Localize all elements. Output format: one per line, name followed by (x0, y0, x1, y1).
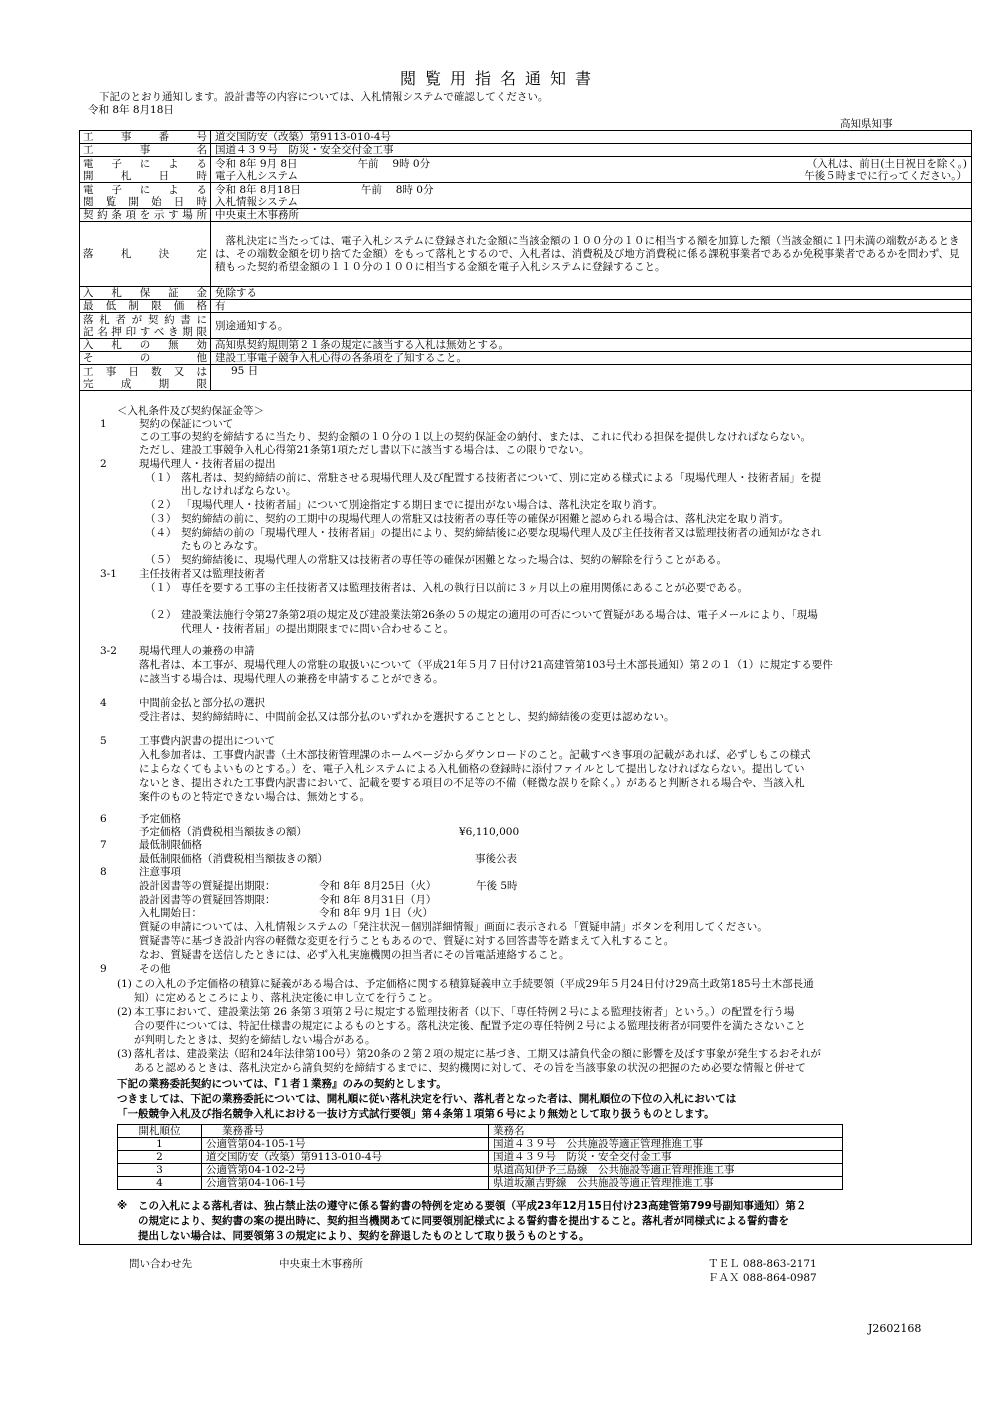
item-9-sub-1-num: (1) (117, 978, 132, 990)
item-9-sub-2-num: (2) (117, 1006, 132, 1018)
item-2-sub-2-line-1: 「現場代理人・技術者届」について別途指定する期日までに提出がない場合は、落札決定を取り消す。 (181, 499, 663, 511)
note-line-1: この入札による落札者は、独占禁止法の遵守に係る誓約書の特例を定める要領（平成23年12月15日付け23高建管第799号副知事通知）第２ (138, 1200, 807, 1212)
business-table-header (118, 1125, 843, 1138)
item-9-sub-1-line-2: 知）に定めるところにより、落札決定後に申し立てを行うこと。 (134, 992, 439, 1004)
cell-order: 3 (118, 1164, 202, 1177)
value-kouji-mei: 国道４３９号 防災・安全交付金工事 (211, 144, 972, 157)
kaisatsu-date: 令和 8年 9月 8日 (215, 157, 298, 170)
item-9-sub-2-line-3: が判明したときは、契約を締結しない場合がある。 (134, 1034, 376, 1046)
value-rakusatsu: 落札決定に当たっては、電子入札システムに登録された金額に当該金額の１００分の１０に相当する額を加算した額（当該金額に１円未満の端数があるときは、その端数金額を切り捨てた金額）をもって落札とするので、入札者は、消費税及び地方消費税に係る課税事業者であるか免税事業者であるかを問わず、見積もった契約希望金額の１１０分の１００に相当する金額を電子入札システムに登録すること。 (211, 222, 972, 287)
chui-row-3-date: 令和 8年 9月 1日（火） (319, 907, 434, 919)
item-7-num: 7 (100, 839, 107, 851)
etsuran-time: 午前 8時 0分 (360, 183, 434, 196)
cell-order: 2 (118, 1151, 202, 1164)
row-jouken (80, 209, 972, 222)
header-table (79, 130, 972, 391)
item-5-title: 工事費内訳書の提出について (139, 735, 276, 747)
value-nissuu: 95 日 (211, 365, 972, 391)
value-hoshoukin: 免除する (211, 287, 972, 300)
row-rakusatsu (80, 222, 972, 287)
label-kimei (80, 313, 211, 339)
item-9-sub-3-line-2: あると認めるときは、落札決定から請負契約を締結するまでに、契約機関に対して、その旨を当該事象の状況の把握のため必要な情報と併せて (134, 1062, 806, 1074)
cell-number: 公適管第04-105-1号 (202, 1138, 489, 1151)
row-mukou (80, 339, 972, 352)
row-nissuu (80, 365, 972, 391)
item-8-num: 8 (100, 866, 107, 878)
col-header-order: 開札順位 (118, 1125, 202, 1138)
item-1-line-1: この工事の契約を締結するに当たり、契約金額の１０分の１以上の契約保証金の納付、または、これに代わる担保を提供しなければならない。 (139, 431, 811, 443)
label-mukou: 入札の無効 (80, 339, 211, 352)
value-kimei: 別途通知する。 (211, 313, 972, 339)
item-7-title: 最低制限価格 (139, 839, 202, 851)
document-code: J2602168 (868, 1322, 922, 1335)
item-8-title: 注意事項 (139, 866, 181, 878)
value-kouji-bangou: 道交国防安（改築）第9113-010-4号 (211, 131, 972, 144)
kaisatsu-time: 午前 9時 0分 (357, 157, 431, 170)
col-header-name: 業務名 (489, 1125, 843, 1138)
cell-number: 公適管第04-106-1号 (202, 1177, 489, 1190)
item-4-line-1: 受注者は、契約締結時に、中間前金払又は部分払のいずれかを選択することとし、契約締結後の変更は認めない。 (139, 711, 675, 723)
label-kaisatsu-2: 開札日時 (83, 169, 207, 182)
item-3-1-sub-2-line-2: 代理人・技術者届」の提出期限までに問い合わせること。 (181, 623, 454, 635)
item-3-2-line-1: 落札者は、本工事が、現場代理人の常駐の取扱いについて（平成21年５月７日付け21高建管第103号土木部長通知）第２の１（1）に規定する要件 (139, 659, 833, 671)
note-line-3: 提出しない場合は、同要領第３の規定により、契約を辞退したものとして取り扱うものとする。 (138, 1230, 590, 1242)
item-6-num: 6 (100, 813, 107, 825)
label-etsuran-2: 閲覧開始日時 (83, 195, 207, 208)
row-etsuran (80, 183, 972, 209)
cell-name: 県道坂瀬吉野線 公共施設等適正管理推進工事 (489, 1177, 843, 1190)
item-2-title: 現場代理人・技術者届の提出 (139, 458, 276, 470)
label-etsuran (80, 183, 211, 209)
chui-line-3: なお、質疑書を送信したときには、必ず入札実施機関の担当者にその旨電話連絡すること。 (139, 949, 570, 961)
chui-row-2-label: 設計図書等の質疑回答期限： (139, 894, 276, 906)
issuer: 高知県知事 (840, 118, 893, 130)
cell-order: 4 (118, 1177, 202, 1190)
item-3-2-title: 現場代理人の兼務の申請 (139, 645, 255, 657)
chui-line-1: 質疑の申請については、入札情報システムの「発注状況－個別詳細情報」画面に表示される「質疑申請」ボタンを利用してください。 (139, 921, 768, 933)
cell-name: 県道高知伊予三島線 公共施設等適正管理推進工事 (489, 1164, 843, 1177)
bold-line-2: つきましては、下記の業務委託については、開札順に従い落札決定を行い、落札者となった者は、開札順位の下位の入札においては (117, 1093, 737, 1105)
item-5-line-3: ないとき、提出された工事費内訳書において、記載を要する項目の不足等の不備（軽微な誤りを除く。）があると判断される場合や、当該入札 (139, 777, 805, 789)
item-9-num: 9 (100, 963, 107, 975)
saitei-label: 最低制限価格（消費税相当額抜きの額） (139, 853, 328, 865)
table-row (118, 1151, 843, 1164)
item-3-1-sub-1-line-1: 専任を要する工事の主任技術者又は監理技術者は、入札の執行日以前に３ヶ月以上の雇用関係にあることが必要である。 (181, 582, 748, 594)
label-nissuu-2: 完成期限 (83, 377, 207, 390)
kaisatsu-note-2: 午後５時までに行ってください。） (804, 169, 967, 182)
item-6-title: 予定価格 (139, 813, 181, 825)
document-title: 閲覧用指名通知書 (399, 69, 600, 88)
label-jouken: 契約条項を示す場所 (80, 209, 211, 222)
item-3-1-sub-1-num: （１） (145, 582, 177, 594)
item-1-line-2: ただし、建設工事競争入札心得第21条第1項ただし書以下に該当する場合は、この限りでない。 (139, 444, 590, 456)
item-5-line-2: によらなくてもよいものとする。）を、電子入札システムによる入札価格の登録時に添付ファイルとして提出しなければならない。提出してい (139, 763, 805, 775)
chui-row-1-time: 午後 5時 (476, 880, 518, 892)
item-3-2-num: 3-2 (100, 645, 117, 657)
item-9-sub-1-line-1: この入札の予定価格の積算に疑義がある場合は、予定価格に関する積算疑義申立手続要領（平成29年５月24日付け29高土政第185号土木部長通 (134, 978, 814, 990)
label-etsuran-1: 電子による (83, 183, 207, 196)
item-2-sub-1-num: （１） (145, 472, 177, 484)
value-mukou: 高知県契約規則第２１条の規定に該当する入札は無効とする。 (211, 339, 972, 352)
item-9-sub-3-num: (3) (117, 1048, 132, 1060)
row-hoshoukin (80, 287, 972, 300)
label-nissuu (80, 365, 211, 391)
label-kimei-2: 記名押印すべき期限 (83, 325, 207, 338)
item-2-sub-3-num: （３） (145, 513, 177, 525)
etsuran-system: 入札情報システム (215, 195, 298, 208)
value-kaisatsu (211, 157, 972, 183)
chui-row-2-date: 令和 8年 8月31日（月） (319, 894, 437, 906)
intro-text: 下記のとおり通知します。設計書等の内容については、入札情報システムで確認してください。 (99, 91, 549, 103)
notice-date: 令和 8年 8月18日 (88, 104, 174, 116)
item-2-num: 2 (100, 458, 107, 470)
bold-line-3: 「一般競争入札及び指名競争入札における一抜け方式試行要領」第４条第１項第６号により無効として取り扱うものとします。 (117, 1108, 715, 1120)
cell-name: 国道４３９号 防災・安全交付金工事 (489, 1151, 843, 1164)
label-sonota: その他 (80, 352, 211, 365)
chui-row-1-date: 令和 8年 8月25日（火） (319, 880, 437, 892)
item-2-sub-1-line-2: 出しなければならない。 (181, 485, 297, 497)
table-row (118, 1164, 843, 1177)
label-kimei-1: 落札者が契約書に (83, 313, 207, 326)
item-5-line-1: 入札参加者は、工事費内訳書（土木部技術管理課のホームページからダウンロードのこと。記載すべき事項の記載があれば、必ずしもこの様式 (139, 749, 811, 761)
yotei-label: 予定価格（消費税相当額抜きの額） (139, 826, 307, 838)
contact-fax: ＦＡＸ 088-864-0987 (708, 1272, 817, 1284)
etsuran-date: 令和 8年 8月18日 (215, 183, 301, 196)
row-saitei (80, 300, 972, 313)
item-2-sub-5-num: （５） (145, 554, 177, 566)
row-kouji-mei (80, 144, 972, 157)
contact-tel: ＴＥＬ 088-863-2171 (708, 1258, 817, 1270)
item-9-title: その他 (139, 963, 171, 975)
cell-order: 1 (118, 1138, 202, 1151)
conditions-heading: ＜入札条件及び契約保証金等＞ (117, 405, 264, 417)
row-sonota (80, 352, 972, 365)
item-2-sub-4-num: （４） (145, 527, 177, 539)
cell-name: 国道４３９号 公共施設等適正管理推進工事 (489, 1138, 843, 1151)
label-kouji-bangou: 工事番号 (80, 131, 211, 144)
note-line-2: の規定により、契約書の案の提出時に、契約担当機関あてに同要領別記様式による誓約書を提出すること。落札者が同様式による誓約書を (138, 1215, 789, 1227)
bold-line-1: 下記の業務委託契約については、『１者１業務』のみの契約とします。 (117, 1078, 447, 1090)
item-3-1-sub-2-num: （２） (145, 609, 177, 621)
item-3-1-sub-2-line-1: 建設業法施行令第27条第2項の規定及び建設業法第26条の５の規定の適用の可否について質疑がある場合は、電子メールにより、「現場 (181, 609, 818, 621)
item-9-sub-2-line-2: 合の要件については、特記仕様書の規定によるものとする。落札決定後、配置予定の専任特例２号による監理技術者が同要件を満たさないこと (134, 1020, 806, 1032)
item-4-num: 4 (100, 697, 107, 709)
item-2-sub-2-num: （２） (145, 499, 177, 511)
label-kaisatsu-1: 電子による (83, 157, 207, 170)
value-jouken: 中央東土木事務所 (211, 209, 972, 222)
label-hoshoukin: 入札保証金 (80, 287, 211, 300)
row-kouji-bangou (80, 131, 972, 144)
label-rakusatsu: 落札決定 (80, 222, 211, 287)
saitei-value: 事後公表 (475, 853, 517, 865)
label-kaisatsu (80, 157, 211, 183)
chui-line-2: 質疑書等に基づき設計内容の軽微な変更を行うこともあるので、質疑に対する回答書等を踏まえて入札すること。 (139, 935, 675, 947)
item-4-title: 中間前金払と部分払の選択 (139, 697, 265, 709)
item-2-sub-4-line-2: たものとみなす。 (181, 540, 265, 552)
value-etsuran (211, 183, 972, 209)
contact-label: 問い合わせ先 (129, 1258, 192, 1270)
value-sonota: 建設工事電子競争入札心得の各条項を了知すること。 (211, 352, 972, 365)
yotei-value: ¥6,110,000 (459, 826, 520, 838)
contact-office: 中央東土木事務所 (279, 1258, 363, 1270)
item-3-2-line-2: に該当する場合は、現場代理人の兼務を申請することができる。 (139, 673, 444, 685)
item-1-title: 契約の保証について (139, 418, 234, 430)
item-2-sub-4-line-1: 契約締結の前の「現場代理人・技術者届」の提出により、契約締結後に必要な現場代理人及び主任技術者又は監理技術者の通知がなされ (181, 527, 822, 539)
business-table (117, 1124, 843, 1190)
item-2-sub-5-line-1: 契約締結後に、現場代理人の常駐又は技術者の専任等の確保が困難となった場合は、契約の解除を行うことがある。 (181, 554, 727, 566)
table-row (118, 1138, 843, 1151)
kaisatsu-note-1: （入札は、前日(土日祝日を除く。) (806, 157, 967, 170)
item-9-sub-2-line-1: 本工事において、建設業法第 26 条第３項第２号に規定する監理技術者（以下、「専任特例２号による監理技術者」という。）の配置を行う場 (134, 1006, 795, 1018)
item-1-num: 1 (100, 418, 107, 430)
cell-number: 道交国防安（改築）第9113-010-4号 (202, 1151, 489, 1164)
item-3-1-num: 3-1 (100, 568, 117, 580)
chui-row-3-label: 入札開始日： (139, 907, 202, 919)
item-3-1-title: 主任技術者又は監理技術者 (139, 568, 265, 580)
kaisatsu-system: 電子入札システム (215, 169, 298, 182)
table-row (118, 1177, 843, 1190)
label-nissuu-1: 工事日数又は (83, 365, 207, 378)
item-9-sub-3-line-1: 落札者は、建設業法（昭和24年法律第100号）第20条の２第２項の規定に基づき、工期又は請負代金の額に影響を及ぼす事象が発生するおそれが (134, 1048, 821, 1060)
note-mark: ※ (117, 1200, 128, 1212)
cell-number: 公適管第04-102-2号 (202, 1164, 489, 1177)
row-kaisatsu (80, 157, 972, 183)
item-5-num: 5 (100, 735, 107, 747)
item-5-line-4: 案件のものと特定できない場合は、無効とする。 (139, 791, 370, 803)
label-saitei: 最低制限価格 (80, 300, 211, 313)
row-kimei (80, 313, 972, 339)
item-2-sub-1-line-1: 落札者は、契約締結の前に、常駐させる現場代理人及び配置する技術者について、別に定める様式による「現場代理人・技術者届」を提 (181, 472, 822, 484)
value-saitei: 有 (211, 300, 972, 313)
item-2-sub-3-line-1: 契約締結の前に、契約の工期中の現場代理人の常駐又は技術者の専任等の確保が困難と認められる場合は、落札決定を取り消す。 (181, 513, 790, 525)
label-kouji-mei: 工事名 (80, 144, 211, 157)
col-header-number: 業務番号 (202, 1125, 489, 1138)
chui-row-1-label: 設計図書等の質疑提出期限： (139, 880, 276, 892)
